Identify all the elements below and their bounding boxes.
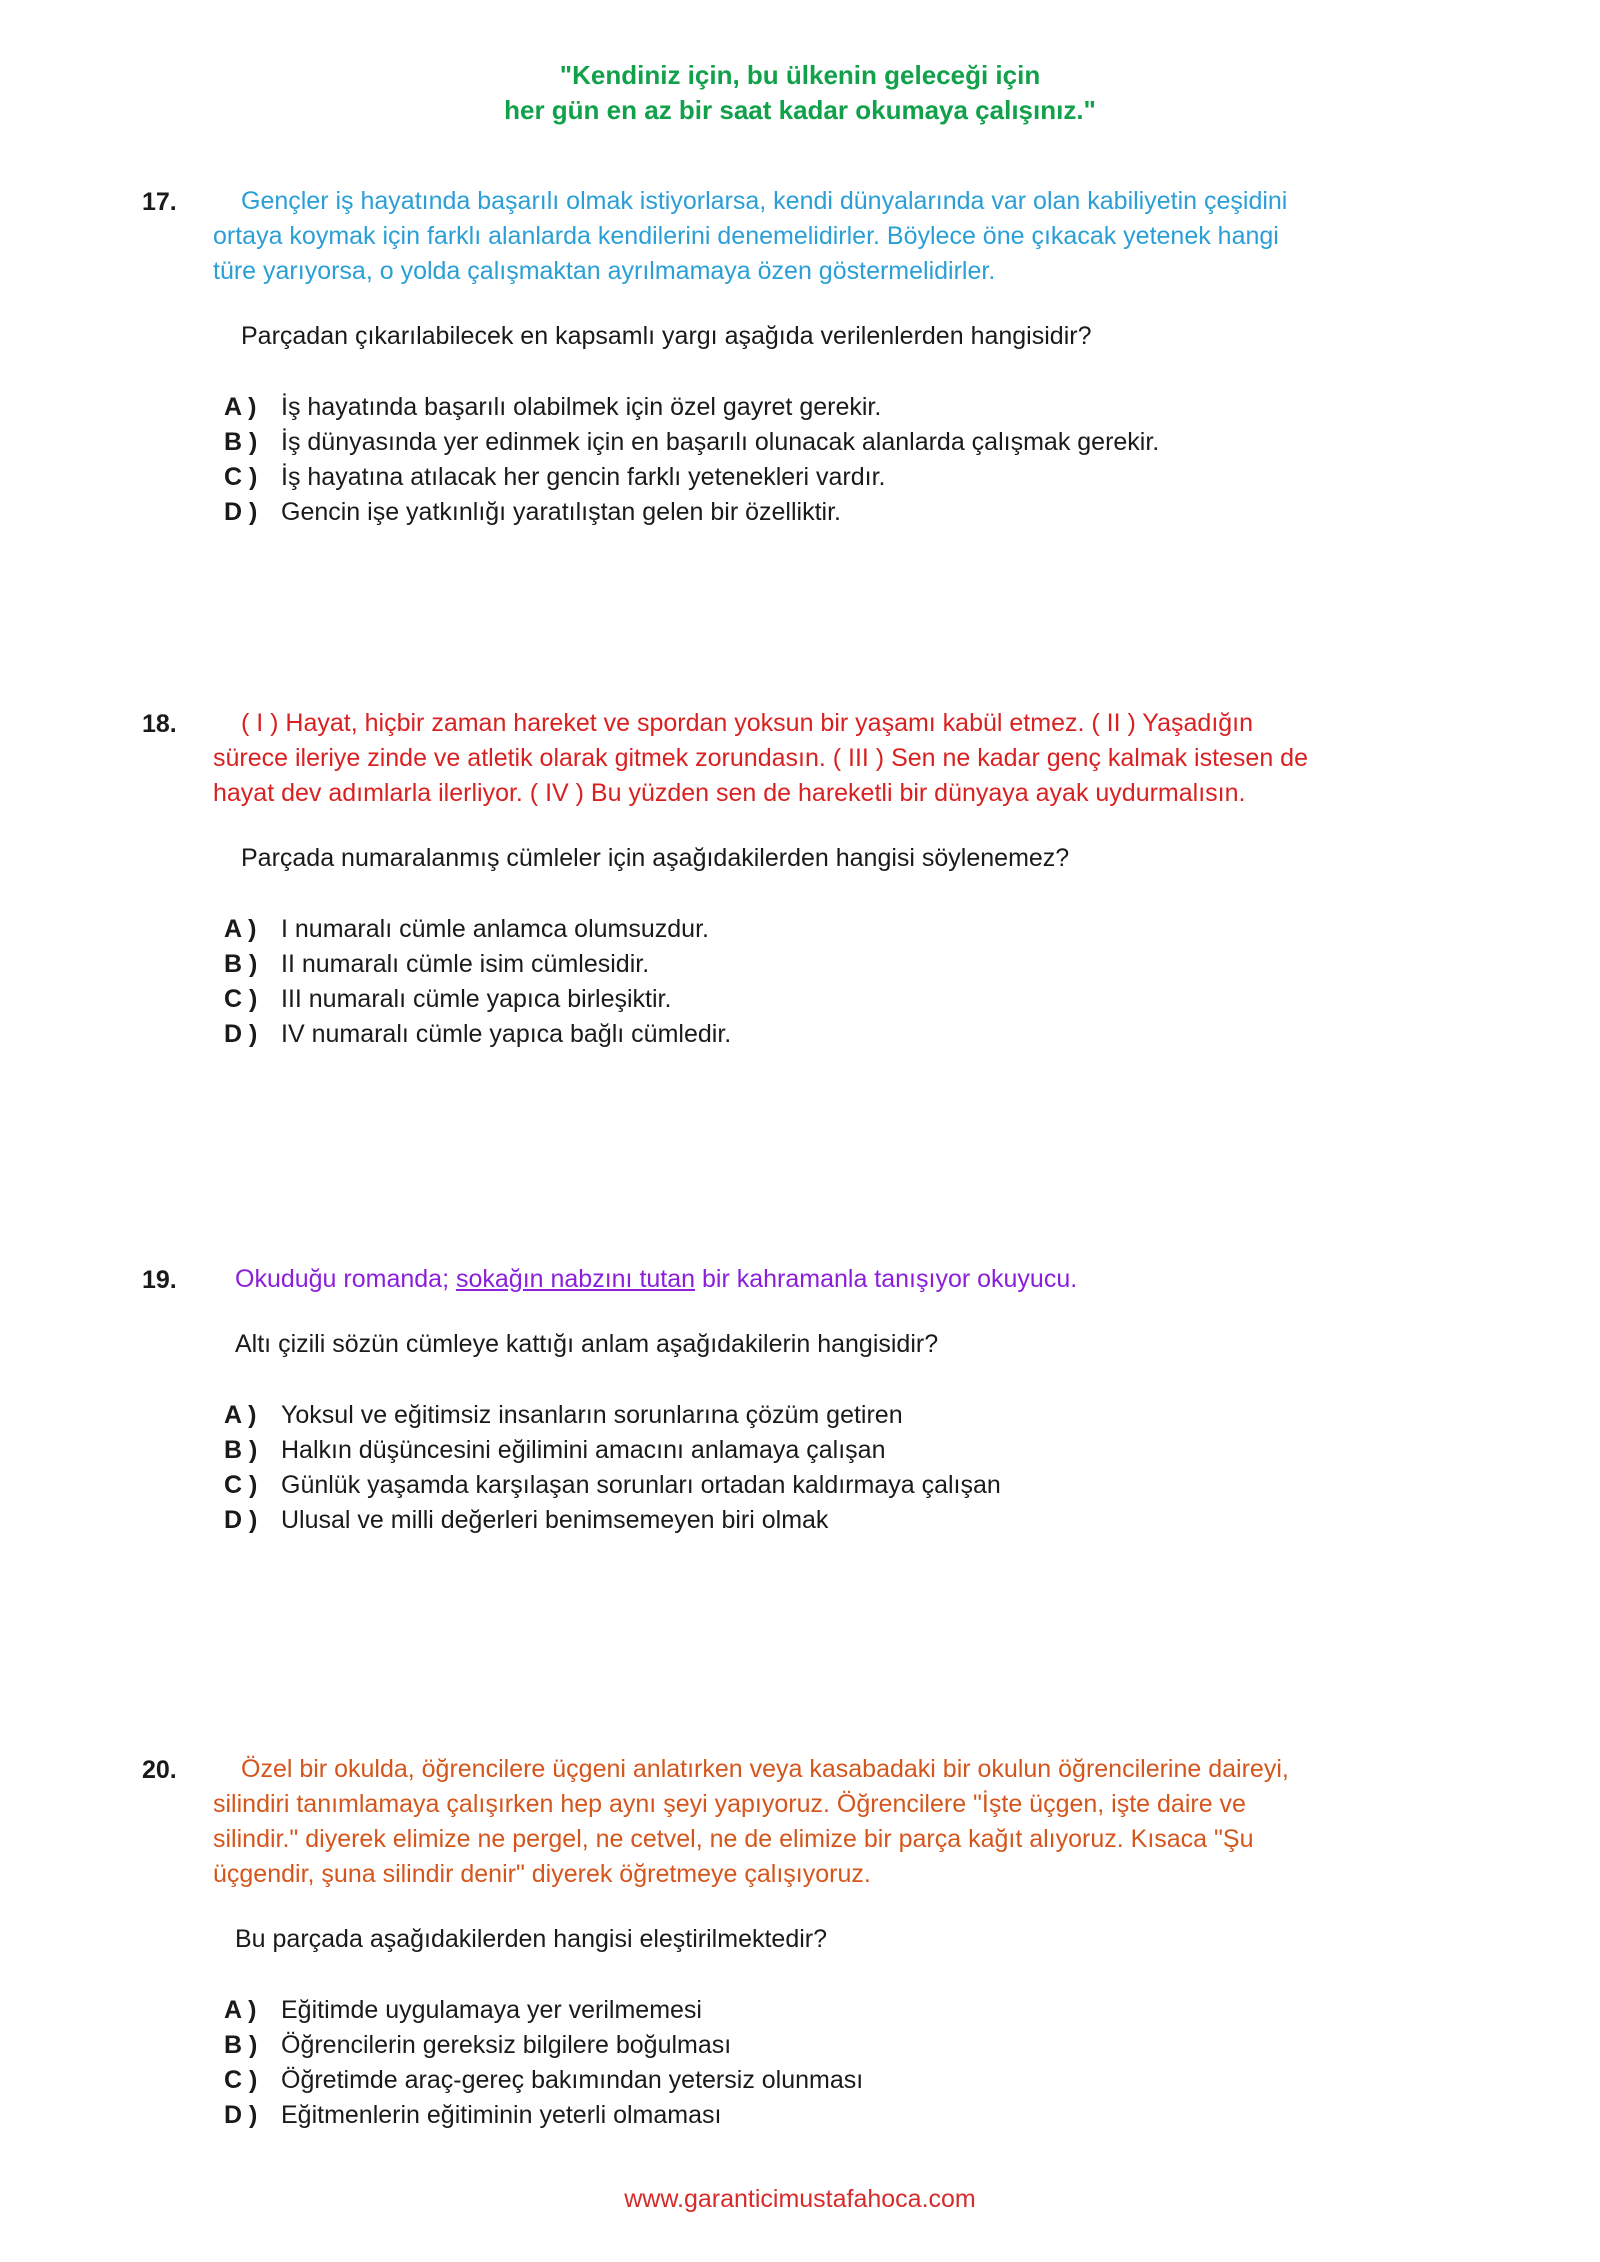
passage-line: türe yarıyorsa, o yolda çalışmaktan ayrılmamaya özen göstermelidirler. [213,257,996,285]
passage [213,706,1443,811]
question-number: 17. [142,188,177,216]
option-d[interactable]: D ) IV numaralı cümle yapıca bağlı cümledir. [224,1020,732,1048]
option-d[interactable]: D ) Ulusal ve milli değerleri benimsemeyen biri olmak [224,1506,829,1534]
option-d[interactable]: D ) Gencin işe yatkınlığı yaratılıştan gelen bir özelliktir. [224,498,841,526]
passage-line: Okuduğu romanda; sokağın nabzını tutan bir kahramanla tanışıyor okuyucu. [235,1265,1078,1293]
options-list [224,1398,1001,1538]
motto-header [0,58,1600,128]
option-a[interactable]: A ) I numaralı cümle anlamca olumsuzdur. [224,915,709,943]
option-c[interactable]: C ) III numaralı cümle yapıca birleşiktir. [224,985,672,1013]
option-c[interactable]: C ) Öğretimde araç-gereç bakımından yetersiz olunması [224,2066,864,2094]
question-stem: Parçada numaralanmış cümleler için aşağıdakilerden hangisi söylenemez? [241,844,1070,872]
option-a[interactable]: A ) Eğitimde uygulamaya yer verilmemesi [224,1996,702,2024]
option-d[interactable]: D ) Eğitmenlerin eğitiminin yeterli olmaması [224,2101,722,2129]
question-number: 20. [142,1756,177,1784]
passage [213,184,1443,289]
passage-line: Gençler iş hayatında başarılı olmak istiyorlarsa, kendi dünyalarında var olan kabiliyetin çeşidini [241,187,1288,215]
options-list [224,1993,863,2133]
passage-line: üçgendir, şuna silindir denir" diyerek öğretmeye çalışıyoruz. [213,1860,871,1888]
passage-line: silindiri tanımlamaya çalışırken hep aynı şeyi yapıyoruz. Öğrencilere "İşte üçgen, işte daire ve [213,1790,1246,1818]
option-b[interactable]: B ) Öğrencilerin gereksiz bilgilere boğulması [224,2031,732,2059]
options-list [224,390,1159,530]
footer-website-link[interactable]: www.garanticimustafahoca.com [624,2185,976,2213]
option-c[interactable]: C ) Günlük yaşamda karşılaşan sorunları ortadan kaldırmaya çalışan [224,1471,1001,1499]
question-stem: Bu parçada aşağıdakilerden hangisi eleştirilmektedir? [235,1925,828,1953]
option-a[interactable]: A ) Yoksul ve eğitimsiz insanların sorunlarına çözüm getiren [224,1401,903,1429]
motto-line-1: "Kendiniz için, bu ülkenin geleceği için [559,60,1041,90]
motto-line-2: her gün en az bir saat kadar okumaya çalışınız." [504,95,1096,125]
option-b[interactable]: B ) Halkın düşüncesini eğilimini amacını anlamaya çalışan [224,1436,886,1464]
passage-line: sürece ileriye zinde ve atletik olarak gitmek zorundasın. ( III ) Sen ne kadar genç kalmak istesen de [213,744,1308,772]
option-b[interactable]: B ) İş dünyasında yer edinmek için en başarılı olunacak alanlarda çalışmak gerekir. [224,428,1160,456]
passage-line: hayat dev adımlarla ilerliyor. ( IV ) Bu yüzden sen de hareketli bir dünyaya ayak uydurmalısın. [213,779,1246,807]
passage-line: Özel bir okulda, öğrencilere üçgeni anlatırken veya kasabadaki bir okulun öğrencilerine daireyi, [241,1755,1289,1783]
option-c[interactable]: C ) İş hayatına atılacak her gencin farklı yetenekleri vardır. [224,463,886,491]
passage [235,1262,1465,1297]
passage [213,1752,1443,1892]
passage-line: ortaya koymak için farklı alanlarda kendilerini denemelidirler. Böylece öne çıkacak yetenek hangi [213,222,1279,250]
passage-line: silindir." diyerek elimize ne pergel, ne cetvel, ne de elimize bir parça kağıt alıyoruz. Kısaca "Şu [213,1825,1254,1853]
underlined-phrase: sokağın nabzını tutan [455,1265,696,1293]
question-number: 19. [142,1266,177,1294]
question-number: 18. [142,710,177,738]
options-list [224,912,731,1052]
option-b[interactable]: B ) II numaralı cümle isim cümlesidir. [224,950,650,978]
question-stem: Parçadan çıkarılabilecek en kapsamlı yargı aşağıda verilenlerden hangisidir? [241,322,1092,350]
passage-line: ( I ) Hayat, hiçbir zaman hareket ve spordan yoksun bir yaşamı kabül etmez. ( II ) Yaşadığın [241,709,1254,737]
option-a[interactable]: A ) İş hayatında başarılı olabilmek için özel gayret gerekir. [224,393,882,421]
question-stem: Altı çizili sözün cümleye kattığı anlam aşağıdakilerin hangisidir? [235,1330,939,1358]
